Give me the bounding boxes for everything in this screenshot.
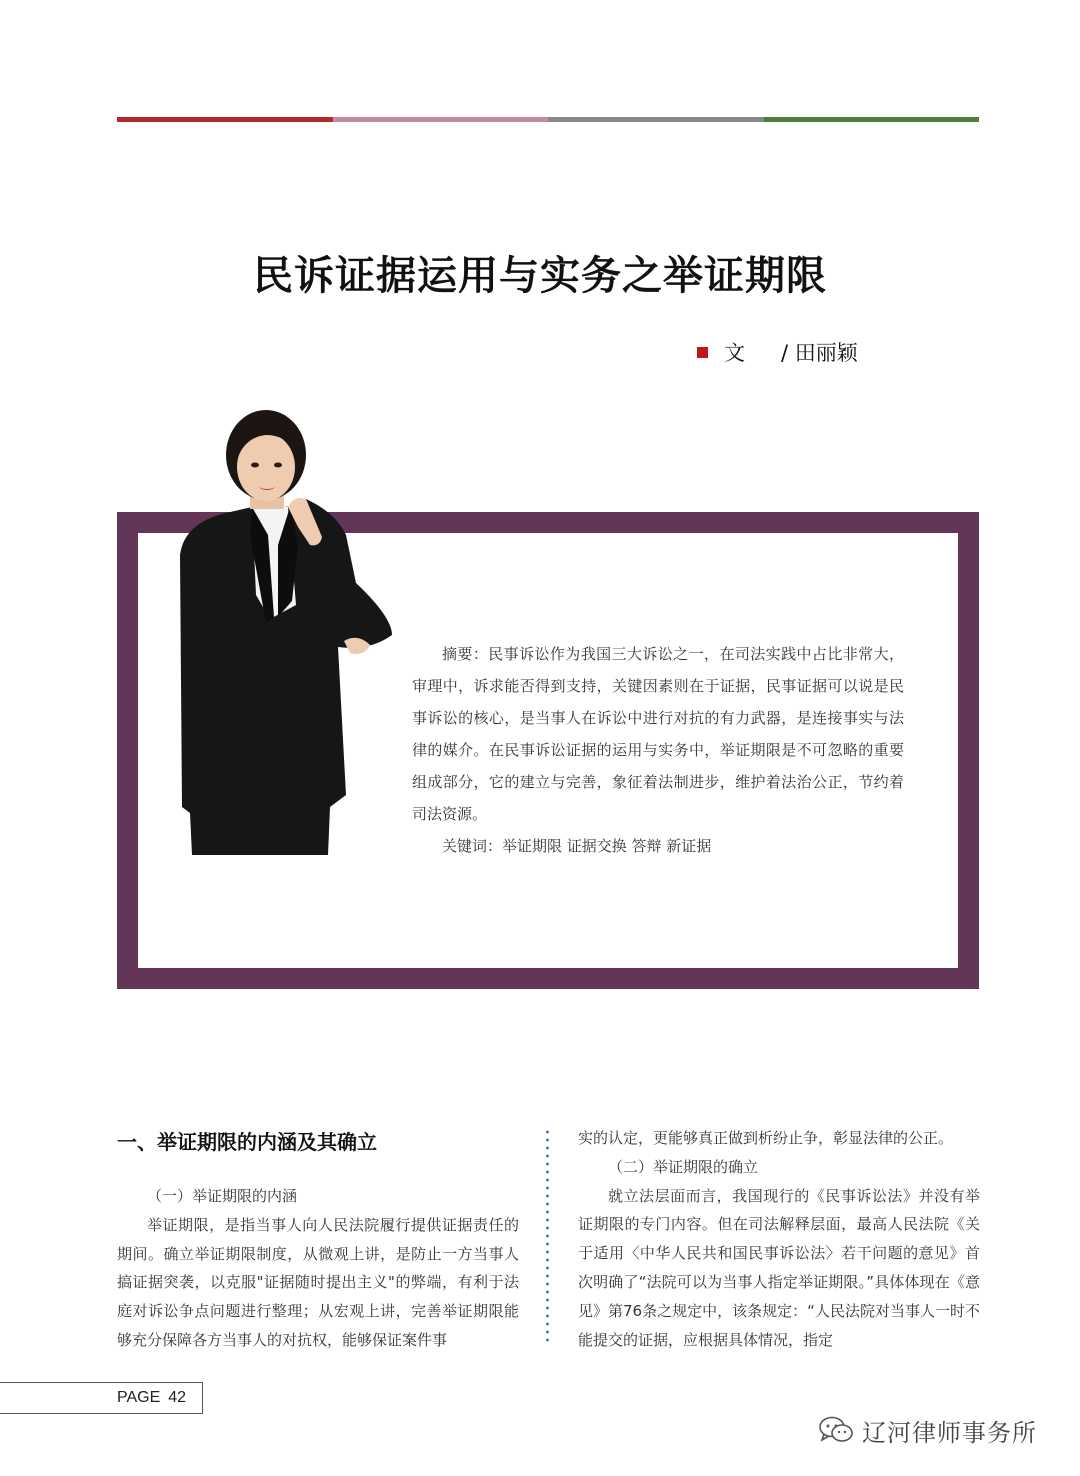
divider-dot [546,1323,549,1326]
paragraph-1-continuation: 实的认定，更能够真正做到析纷止争，彰显法律的公正。 [578,1129,954,1147]
byline-author: / 田丽颖 [781,341,858,365]
watermark [818,1412,1037,1448]
divider-dot [546,1331,549,1334]
byline [697,338,858,366]
divider-dot [546,1235,549,1238]
divider-dot [546,1307,549,1310]
bar-segment-pink [333,117,549,122]
divider-dot [546,1131,549,1134]
divider-dot [546,1211,549,1214]
divider-dot [546,1163,549,1166]
divider-dot [546,1219,549,1222]
body-column-left [117,1182,519,1355]
author-portrait [170,395,398,855]
bar-segment-gray [548,117,764,122]
byline-prefix: 文 [724,341,745,365]
body-column-right [578,1124,980,1354]
divider-dot [546,1171,549,1174]
bar-segment-green [764,117,980,122]
divider-dot [546,1203,549,1206]
abstract-text: 摘要：民事诉讼作为我国三大诉讼之一，在司法实践中占比非常大，审理中，诉求能否得到支持，关键因素则在于证据，民事证据可以说是民事诉讼的核心，是当事人在诉讼中进行对抗的有力武器，是连接事实与法律的媒介。在民事诉讼证据的运用与实务中，举证期限是不可忽略的重要组成部分，它的建立与完善，象征着法制进步，维护着法治公正，节约着司法资源。 [412,645,904,823]
top-color-bar [117,117,979,122]
divider-dot [546,1139,549,1142]
subheading-2: （二）举证期限的确立 [608,1157,759,1176]
page-number-box [0,1382,203,1414]
divider-dot [546,1147,549,1150]
article-title: 民诉证据运用与实务之举证期限 [253,253,827,299]
divider-dot [546,1187,549,1190]
abstract [412,638,904,862]
divider-dot [546,1299,549,1302]
paragraph-2: 就立法层面而言，我国现行的《民事诉讼法》并没有举证期限的专门内容。但在司法解释层面，最高人民法院《关于适用〈中华人民共和国民事诉讼法〉若干问题的意见》首次明确了“法院可以为当事人指定举证期限。”具体体现在《意见》第76条之规定中，该条规定：“人民法院对当事人一时不能提交的证据，应根据具体情况，指定 [578,1186,980,1349]
watermark-text: 辽河律师事务所 [862,1418,1037,1447]
divider-dot [546,1267,549,1270]
section-heading: 一、举证期限的内涵及其确立 [117,1130,377,1154]
divider-dot [546,1339,549,1342]
divider-dot [546,1243,549,1246]
divider-dot [546,1251,549,1254]
divider-dot [546,1275,549,1278]
page-label: PAGE [117,1389,161,1406]
divider-dot [546,1259,549,1262]
divider-dot [546,1155,549,1158]
subheading-1: （一）举证期限的内涵 [147,1187,298,1205]
divider-dot [546,1179,549,1182]
bar-segment-red [117,117,333,122]
divider-dot [546,1195,549,1198]
divider-dot [546,1227,549,1230]
divider-dot [546,1291,549,1294]
keywords: 关键词：举证期限 证据交换 答辩 新证据 [442,837,712,855]
page-number: 42 [168,1389,187,1406]
wechat-icon [818,1415,854,1445]
paragraph-1: 举证期限，是指当事人向人民法院履行提供证据责任的期间。确立举证期限制度，从微观上讲，是防止一方当事人搞证据突袭，以克服"证据随时提出主义"的弊端，有利于法庭对诉讼争点问题进行整理；从宏观上讲，完善举证期限能够充分保障各方当事人的对抗权，能够保证案件事 [117,1215,519,1349]
column-divider [546,1130,549,1348]
divider-dot [546,1283,549,1286]
divider-dot [546,1315,549,1318]
byline-square-icon [697,347,708,358]
